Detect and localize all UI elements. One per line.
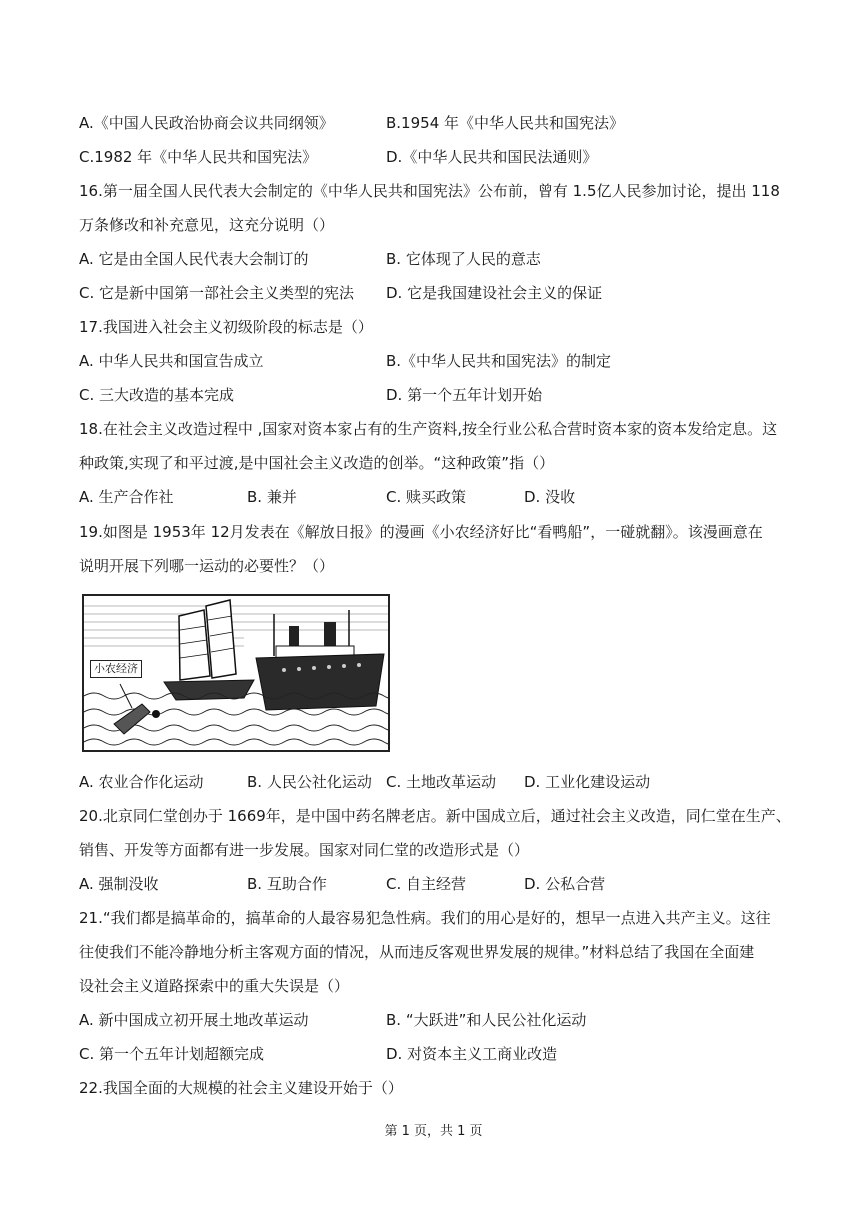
q15-option-c: C.1982 年《中华人民共和国宪法》 — [79, 148, 318, 166]
q19-stem-line1: 19.如图是 1953年 12月发表在《解放日报》的漫画《小农经济好比“看鸭船”，一碰就翻》。该漫画意在 — [79, 523, 763, 541]
q15-option-b: B.1954 年《中华人民共和国宪法》 — [386, 114, 625, 132]
page-footer: 第 1 页，共 1 页 — [384, 1124, 483, 1139]
q20-option-d: D. 公私合营 — [524, 875, 606, 893]
q17-stem: 17.我国进入社会主义初级阶段的标志是（） — [79, 318, 373, 336]
capsized-small-boat — [114, 684, 160, 734]
cartoon-label: 小农经济 — [90, 660, 142, 678]
q16-option-a: A. 它是由全国人民代表大会制订的 — [79, 250, 309, 268]
q17-option-c: C. 三大改造的基本完成 — [79, 386, 235, 404]
q21-stem-line3: 设社会主义道路探索中的重大失误是（） — [79, 977, 350, 995]
q19-option-c: C. 土地改革运动 — [386, 773, 497, 791]
q17-option-d: D. 第一个五年计划开始 — [386, 386, 543, 404]
q16-stem-line1: 16.第一届全国人民代表大会制定的《中华人民共和国宪法》公布前，曾有 1.5亿人民参加讨论，提出 118 — [79, 182, 780, 200]
q18-stem-line1: 18.在社会主义改造过程中 ,国家对资本家占有的生产资料,按全行业公私合营时资本家的资本发给定息。这 — [79, 420, 778, 438]
q21-option-a: A. 新中国成立初开展土地改革运动 — [79, 1011, 309, 1029]
q21-stem-line2: 往使我们不能冷静地分析主客观方面的情况，从而违反客观世界发展的规律。”材料总结了我国在全面建 — [79, 943, 755, 961]
q21-option-d: D. 对资本主义工商业改造 — [386, 1045, 558, 1063]
q21-option-c: C. 第一个五年计划超额完成 — [79, 1045, 265, 1063]
q15-option-d: D.《中华人民共和国民法通则》 — [386, 148, 598, 166]
q15-option-a: A.《中国人民政治协商会议共同纲领》 — [79, 114, 334, 132]
q20-stem-line2: 销售、开发等方面都有进一步发展。国家对同仁堂的改造形式是（） — [79, 841, 530, 859]
q21-stem-line1: 21.“我们都是搞革命的，搞革命的人最容易犯急性病。我们的用心是好的，想早一点进入共产主义。这往 — [79, 909, 771, 927]
q16-stem-line2: 万条修改和补充意见，这充分说明（） — [79, 216, 335, 234]
q19-option-a: A. 农业合作化运动 — [79, 773, 204, 791]
q20-option-a: A. 强制没收 — [79, 875, 159, 893]
q20-option-b: B. 互助合作 — [247, 875, 327, 893]
q18-option-c: C. 赎买政策 — [386, 488, 467, 506]
q18-stem-line2: 种政策,实现了和平过渡,是中国社会主义改造的创举。“这种政策”指（） — [79, 454, 555, 472]
q18-option-d: D. 没收 — [524, 488, 576, 506]
q19-option-b: B. 人民公社化运动 — [247, 773, 372, 791]
q18-option-b: B. 兼并 — [247, 488, 297, 506]
junk-sailboat — [164, 600, 254, 700]
q17-option-a: A. 中华人民共和国宣告成立 — [79, 352, 264, 370]
q16-option-c: C. 它是新中国第一部社会主义类型的宪法 — [79, 284, 355, 302]
q19-stem-line2: 说明开展下列哪一运动的必要性？（） — [79, 557, 335, 575]
q20-option-c: C. 自主经营 — [386, 875, 467, 893]
cartoon-image — [82, 594, 390, 752]
q17-option-b: B.《中华人民共和国宪法》的制定 — [386, 352, 612, 370]
q22-stem: 22.我国全面的大规模的社会主义建设开始于（） — [79, 1079, 403, 1097]
q16-option-b: B. 它体现了人民的意志 — [386, 250, 541, 268]
q16-option-d: D. 它是我国建设社会主义的保证 — [386, 284, 603, 302]
q19-option-d: D. 工业化建设运动 — [524, 773, 651, 791]
q18-option-a: A. 生产合作社 — [79, 488, 174, 506]
q20-stem-line1: 20.北京同仁堂创办于 1669年，是中国中药名牌老店。新中国成立后，通过社会主义改造，同仁堂在生产、 — [79, 807, 791, 825]
q21-option-b: B. “大跃进”和人民公社化运动 — [386, 1011, 587, 1029]
